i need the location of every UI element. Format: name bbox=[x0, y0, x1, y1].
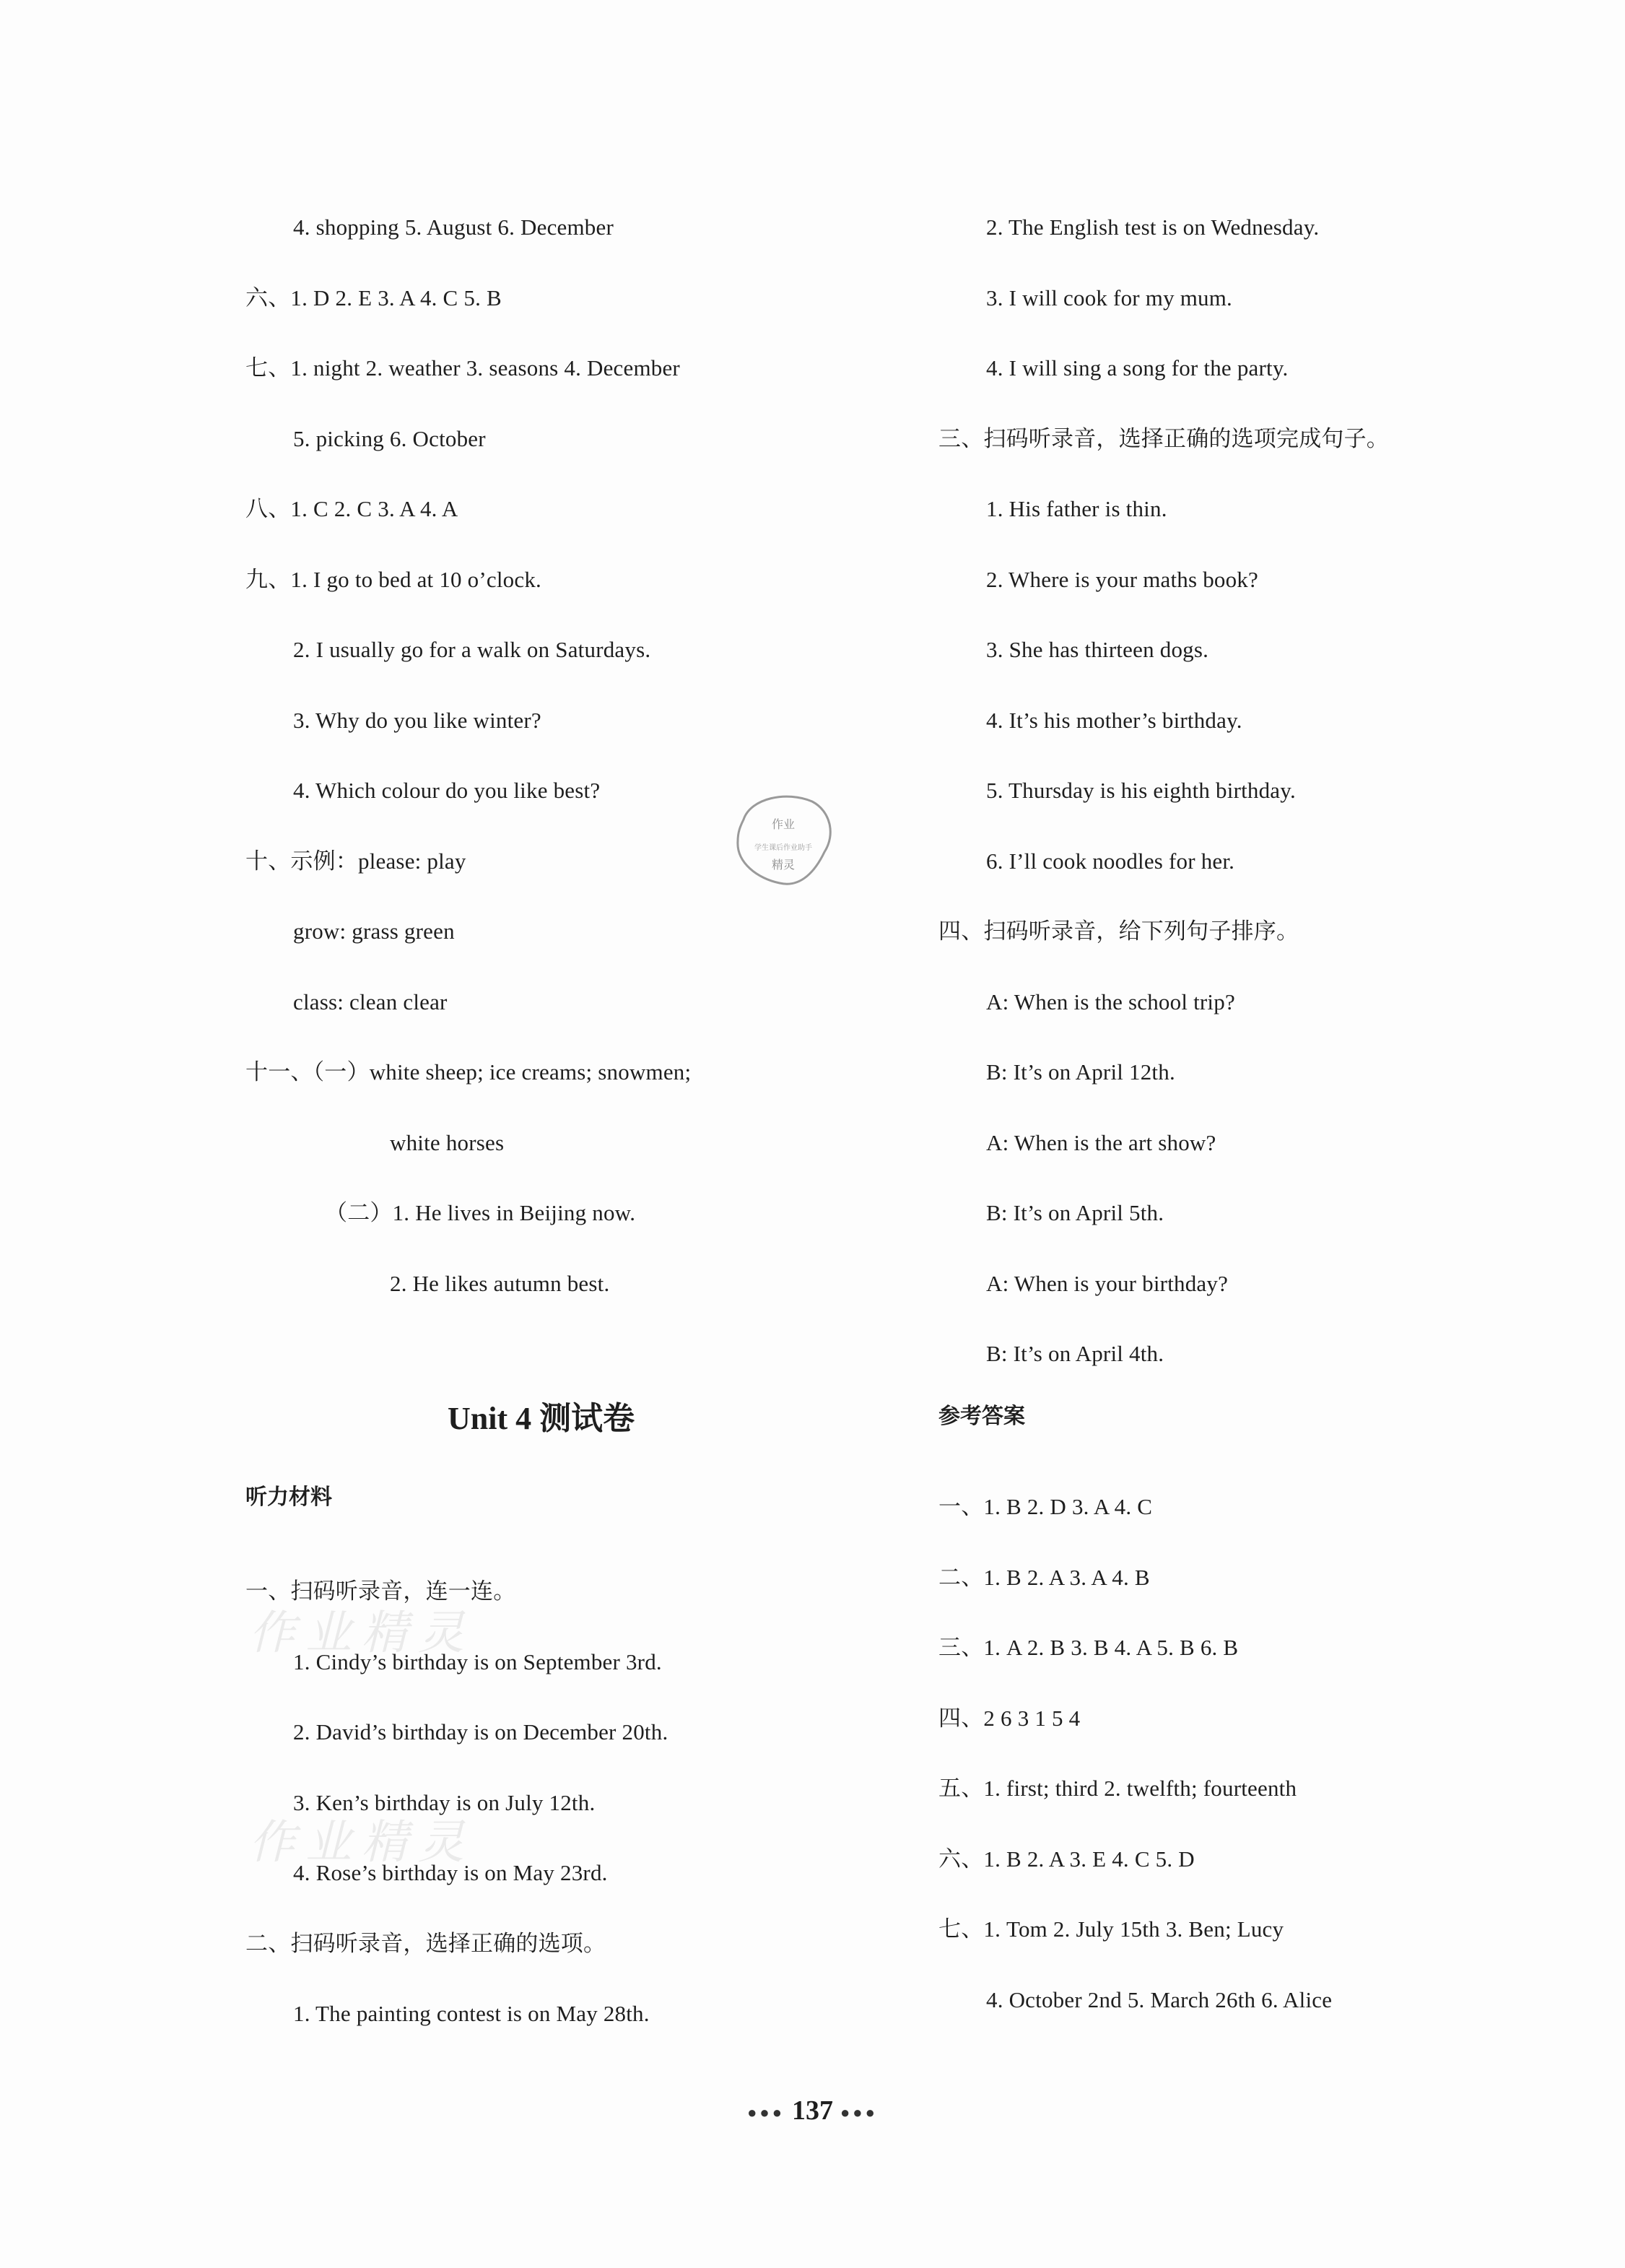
dots-left-icon: ●●● bbox=[747, 2103, 785, 2122]
text-line: 四、扫码听录音，给下列句子排序。 bbox=[938, 918, 1299, 944]
text-line: B: It’s on April 4th. bbox=[986, 1341, 1164, 1366]
text-line: （二）1. He lives in Beijing now. bbox=[325, 1200, 636, 1225]
text-line: 六、1. B 2. A 3. E 4. C 5. D bbox=[938, 1846, 1195, 1872]
text-line: 六、1. D 2. E 3. A 4. C 5. B bbox=[245, 284, 502, 310]
text-line: 2. David’s birthday is on December 20th. bbox=[293, 1719, 668, 1745]
text-line: 2. Where is your maths book? bbox=[986, 566, 1258, 592]
watermark: 作业精灵 bbox=[249, 1816, 474, 1869]
svg-text:作业: 作业 bbox=[771, 817, 796, 831]
text-line: 十一、（一）white sheep; ice creams; snowmen; bbox=[245, 1059, 692, 1085]
page-number: ●●● 137 ●●● bbox=[0, 2094, 1625, 2129]
text-line: 二、扫码听录音，选择正确的选项。 bbox=[245, 1930, 606, 1956]
text-line: 3. I will cook for my mum. bbox=[986, 284, 1232, 310]
text-line: 3. She has thirteen dogs. bbox=[986, 637, 1209, 662]
text-line: grow: grass green bbox=[293, 918, 455, 944]
text-line: B: It’s on April 12th. bbox=[986, 1059, 1175, 1085]
svg-text:学生课后作业助手: 学生课后作业助手 bbox=[754, 844, 812, 852]
text-line: white horses bbox=[390, 1129, 505, 1155]
text-line: 七、1. night 2. weather 3. seasons 4. December bbox=[245, 355, 680, 381]
text-line: 1. His father is thin. bbox=[986, 496, 1167, 521]
text-line: 4. October 2nd 5. March 26th 6. Alice bbox=[986, 1986, 1333, 2012]
text-line: 一、1. B 2. D 3. A 4. C bbox=[938, 1494, 1153, 1519]
text-line: 5. Thursday is his eighth birthday. bbox=[986, 778, 1296, 803]
text-line: B: It’s on April 5th. bbox=[986, 1200, 1164, 1225]
text-line: A: When is the art show? bbox=[986, 1129, 1216, 1155]
text-line: 1. Cindy’s birthday is on September 3rd. bbox=[293, 1648, 662, 1674]
text-line: 二、1. B 2. A 3. A 4. B bbox=[938, 1564, 1150, 1590]
text-line: 3. Ken’s birthday is on July 12th. bbox=[293, 1789, 596, 1815]
text-line: 一、扫码听录音，连一连。 bbox=[245, 1578, 516, 1604]
text-line: 三、1. A 2. B 3. B 4. A 5. B 6. B bbox=[938, 1635, 1239, 1660]
text-line: A: When is the school trip? bbox=[986, 989, 1235, 1014]
text-line: class: clean clear bbox=[293, 989, 448, 1014]
svg-text:精灵: 精灵 bbox=[771, 858, 796, 872]
text-line: 四、2 6 3 1 5 4 bbox=[938, 1705, 1081, 1731]
text-line: 七、1. Tom 2. July 15th 3. Ben; Lucy bbox=[938, 1916, 1284, 1942]
text-line: 4. shopping 5. August 6. December bbox=[293, 214, 614, 240]
text-line: 4. Rose’s birthday is on May 23rd. bbox=[293, 1860, 608, 1885]
watermark: 作业精灵 bbox=[249, 1607, 474, 1660]
text-line: 九、1. I go to bed at 10 o’clock. bbox=[245, 566, 541, 592]
listening-materials-heading: 听力材料 bbox=[245, 1485, 332, 1510]
text-line: A: When is your birthday? bbox=[986, 1270, 1229, 1296]
text-line: 6. I’ll cook noodles for her. bbox=[986, 848, 1235, 874]
text-line: 2. He likes autumn best. bbox=[390, 1270, 610, 1296]
text-line: 5. picking 6. October bbox=[293, 425, 486, 451]
stamp-logo-icon bbox=[729, 791, 837, 892]
text-line: 八、1. C 2. C 3. A 4. A bbox=[245, 496, 458, 521]
text-line: 十、示例：please: play bbox=[245, 848, 466, 874]
unit-title: Unit 4 测试卷 bbox=[448, 1401, 635, 1436]
dots-right-icon: ●●● bbox=[840, 2103, 878, 2122]
answer-key-heading: 参考答案 bbox=[938, 1404, 1025, 1429]
text-line: 2. The English test is on Wednesday. bbox=[986, 214, 1320, 240]
text-line: 3. Why do you like winter? bbox=[293, 707, 541, 733]
text-line: 五、1. first; third 2. twelfth; fourteenth bbox=[938, 1776, 1297, 1801]
text-line: 2. I usually go for a walk on Saturdays. bbox=[293, 637, 651, 662]
text-line: 4. It’s his mother’s birthday. bbox=[986, 707, 1242, 733]
text-line: 4. Which colour do you like best? bbox=[293, 778, 601, 803]
text-line: 4. I will sing a song for the party. bbox=[986, 355, 1289, 381]
text-line: 1. The painting contest is on May 28th. bbox=[293, 2001, 650, 2026]
text-line: 三、扫码听录音，选择正确的选项完成句子。 bbox=[938, 425, 1389, 451]
